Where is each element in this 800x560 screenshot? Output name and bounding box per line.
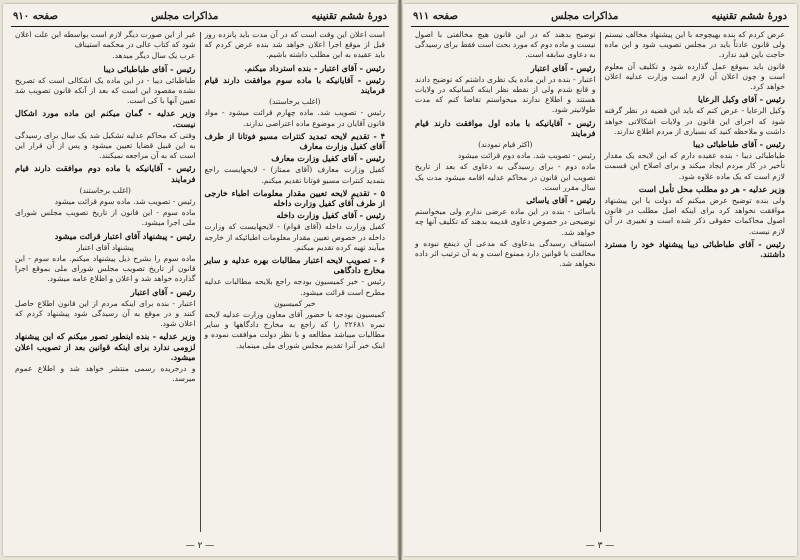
right-column-divider (600, 32, 601, 532)
speaker-heading: ۶ - تصویب لایحه اعتبار مطالبات بهره عدلیه و سایر مخارج دادگاهی (204, 255, 385, 276)
left-header-rule (11, 26, 389, 27)
paragraph: ماده دوم - برای رسیدگی به دعاوی که بعد از تاریخ تصویب این قانون در محاکم عدلیه اقامه میشود مدت یک سال مقرر است. (415, 162, 596, 192)
paragraph: استیناف رسیدگی بدعاوی که مدعی آن ذینفع نبوده و مخالفت با قوانین دارد ممنوع است و به آن ترتیب اثر داده نخواهد شد. (415, 238, 596, 269)
paragraph: کفیل وزارت معارف (آقای ممتاز) - لایحهایست راجع بتمدید کنترات مسیو فوتانا تقدیم میکنم. (204, 165, 385, 185)
right-page (403, 4, 797, 556)
paragraph: کفیل وزارت داخله (آقای قوام) - لایحهایست که وزارت داخله در خصوص تعیین مقدار معلومات اطبائیکه از خارجه میآیند تهیه کرده تقدیم میکنم. (204, 222, 385, 252)
left-right-column (201, 30, 390, 534)
speaker-heading: رئیس - آقای یاسائی (526, 195, 596, 206)
left-page-footer: — ۲ — (185, 541, 215, 551)
paragraph: توضیح بدهند که در این قانون هیچ مخالفتی با اصول نیست و ماده دوم که مورد بحث است فقط برای رسیدگی به دعاوی سابقه است. (415, 30, 596, 60)
left-page-header (13, 8, 387, 24)
paragraph: و درجریده رسمی منتشر خواهد شد و اطلاع عموم میرسد. (15, 364, 196, 384)
speaker-heading: رئیس - آقای طباطبائی دیبا (103, 63, 196, 74)
speaker-heading: ۵ - تقدیم لایحه تعیین مقدار معلومات اطباء خارجی از طرف آقای کفیل وزارت داخله (204, 187, 385, 209)
paragraph: ماده سوم - این قانون از تاریخ تصویب مجلس شورای ملی اجرا میشود. (15, 208, 196, 228)
book-spine (398, 0, 402, 560)
left-page-number: صفحه ۹۱۰ (13, 10, 58, 22)
paragraph: اعتبار - بنده در این ماده یک نظری داشتم که توضیح دادند و قانع شدم ولی از نقطه نظر اینکه کسانیکه در ولایات هستند و اطلاع ندارند میخواستم تقاضا کنم که مدت طولانیتر شود. (415, 74, 596, 115)
speaker-heading: رئیس - آقای وکیل الرعایا (698, 94, 785, 105)
speaker-heading: رئیس - آقای اعتبار - بنده استرداد میکنم. (244, 62, 385, 73)
left-left-column (11, 30, 200, 534)
right-right-column (601, 30, 790, 534)
paragraph: وقتی که محاکم عدلیه تشکیل شد یک سال برای رسیدگی به این قبیل قضایا تعیین میشود و پس از آن قرار این است که به آن مراجعه نمیکنند. (15, 130, 196, 161)
speaker-heading: رئیس - آقای اعتبار (130, 286, 196, 297)
right-session-title: دورهٔ ششم تقنینیه (711, 10, 787, 22)
speaker-heading: وزیر عدلیه - هر دو مطلب محل تأمل است (638, 183, 785, 194)
paragraph: طباطبائی دیبا - بنده عقیده دارم که این لایحه یک مقدار تأخیر در کار مردم ایجاد میکند و برای اصلاح این قسمت لازم است که یک ماده علاوه شود. (604, 151, 785, 181)
paragraph: قانون باید بموقع عمل گذارده شود و تکلیف آن معلوم است و چون اعلان آن لازم است وزارت عدلیه اعلان خواهد کرد. (604, 61, 785, 92)
paragraph: رئیس - تصویب شد. ماده سوم قرائت میشود (54, 197, 196, 207)
speaker-heading: ۴ - تقدیم لایحه تمدید کنترات مسیو فوتانا از طرف آقای کفیل وزارت معارف (204, 130, 385, 152)
speaker-heading: رئیس - آقایانیکه با ماده سوم موافقت دارند قیام فرمایند (204, 74, 385, 96)
speaker-heading: رئیس - آقای اعتبار (530, 62, 596, 73)
centered-note: خبر کمیسیون (274, 298, 316, 308)
speaker-heading: رئیس - پیشنهاد آقای اعتبار قرائت میشود (54, 230, 196, 241)
paragraph: عرب یک سال دیگر میدهد. (112, 51, 196, 61)
right-left-column (411, 30, 600, 534)
centered-note: پیشنهاد آقای اعتبار (76, 242, 134, 252)
paragraph: ولی بنده توضیح عرض میکنم که دولت با این پیشنهاد موافقت نخواهد کرد برای اینکه اصل مطلب در قانون اصول محاکمات حقوقی ذکر شده است و تغییری در آن لازم نیست. (604, 196, 785, 236)
speaker-heading: رئیس - آقایانیکه با ماده دوم موافقت دارند قیام فرمایند (15, 163, 196, 184)
paragraph: ماده سوم را بشرح ذیل پیشنهاد میکنم. ماده سوم - این قانون از تاریخ تصویب مجلس شورای ملی بموقع اجرا گذارده خواهد شد و اعلان و اطلاع عامه میشود. (15, 254, 196, 284)
left-page (3, 4, 397, 556)
paragraph: وکیل الرعایا - عرض کنم که باید این قضیه در نظر گرفته شود که اجرای این قانون در ولایات اشکالاتی خواهد داشت و ملاحظه کنید که بسیاری از مردم اطلاع ندارند. (604, 106, 785, 136)
paragraph: رئیس - تصویب شد. ماده دوم قرائت میشود (457, 151, 596, 161)
speaker-heading: رئیس - آقای طباطبائی دیبا (693, 139, 785, 150)
paragraph: یاسائی - بنده در این ماده عرضی ندارم ولی میخواستم توضیحی در خصوص دعاوی قدیمه بدهند که تکلیف آنها چه خواهد شد. (415, 207, 596, 237)
left-session-title: دورهٔ ششم تقنینیه (311, 10, 387, 22)
paragraph: است اعلان این وقت است که در آن مدت باید پانزده روز قبل از موقع اجرا اعلان خواهد شد بنده عرض کردم که باید عقیده به این مطلب داشته باشیم. (204, 30, 385, 60)
paragraph: عرض کردم که بنده بهیچوجه با این پیشنهاد مخالف نیستم ولی قانون عادتاً باید در مجلس تصویب شود و این ماده حاجت باین قید ندارد. (604, 30, 785, 60)
speaker-heading: رئیس - آقایانیکه با ماده اول موافقت دارند قیام فرمایند (415, 117, 596, 138)
paragraph: اعتبار - بنده برای اینکه مردم از این قانون اطلاع حاصل کنند و در موقع به آن رسیدگی شود پیشنهاد کردم که اعلان شود. (15, 298, 196, 329)
right-page-header (413, 8, 787, 24)
paragraph: رئیس - خبر کمیسیون بودجه راجع بلایحه مطالبات عدلیه مطرح است قرائت میشود. (204, 277, 385, 297)
paragraph: کمیسیون بودجه با حضور آقای معاون وزارت عدلیه لایحه نمره ۲۲۶۸۱ را که راجع به مخارج دادگاهها و سایر مطالبات میباشد مطالعه و با نظر دولت موافقت نموده و اینک خبر آنرا تقدیم مجلس شورای ملی مینماید. (204, 310, 386, 350)
speaker-heading: رئیس - آقای طباطبائی دیبا پیشنهاد خود را مسترد داشتند. (604, 238, 785, 260)
speaker-heading: وزیر عدلیه - بنده اینطور تصور میکنم که این پیشنهاد لزومی ندارد برای اینکه قوانین بعد از تصویب اعلان میشود. (15, 331, 196, 362)
right-publication-title: مذاکرات مجلس (551, 10, 619, 22)
paragraph: غیر از این صورت دیگر لازم است بواسطه این علت اعلان شود که کتاب عالی در محکمه استیناف (15, 30, 196, 50)
left-columns (11, 30, 389, 534)
speaker-heading: وزیر عدلیه - گمان میکنم این ماده مورد اشکال نیست. (15, 108, 196, 129)
right-columns (411, 30, 789, 534)
centered-note: (اکثر قیام نمودند) (478, 140, 533, 150)
paragraph: طباطبائی دیبا - در این ماده یک اشکالی است که تصریح نشده مقصود این است که بعد از آنکه قانون تصویب شد تعیین آنها با کی است. (15, 75, 196, 106)
left-publication-title: مذاکرات مجلس (151, 10, 219, 22)
right-page-footer: — ۳ — (585, 541, 615, 551)
paragraph: رئیس - تصویب شد. ماده چهارم قرائت میشود - مواد قانون آقایان در موضوع ماده اعتراضی ندارند. (204, 108, 385, 128)
centered-note: (اغلب برخاستند) (79, 185, 131, 195)
centered-note: (اغلب برخاستند) (269, 97, 321, 107)
speaker-heading: رئیس - آقای کفیل وزارت معارف (271, 153, 385, 164)
right-header-rule (411, 26, 789, 27)
left-column-divider (200, 32, 201, 532)
speaker-heading: رئیس - آقای کفیل وزارت داخله (276, 210, 385, 221)
right-page-number: صفحه ۹۱۱ (413, 10, 458, 22)
